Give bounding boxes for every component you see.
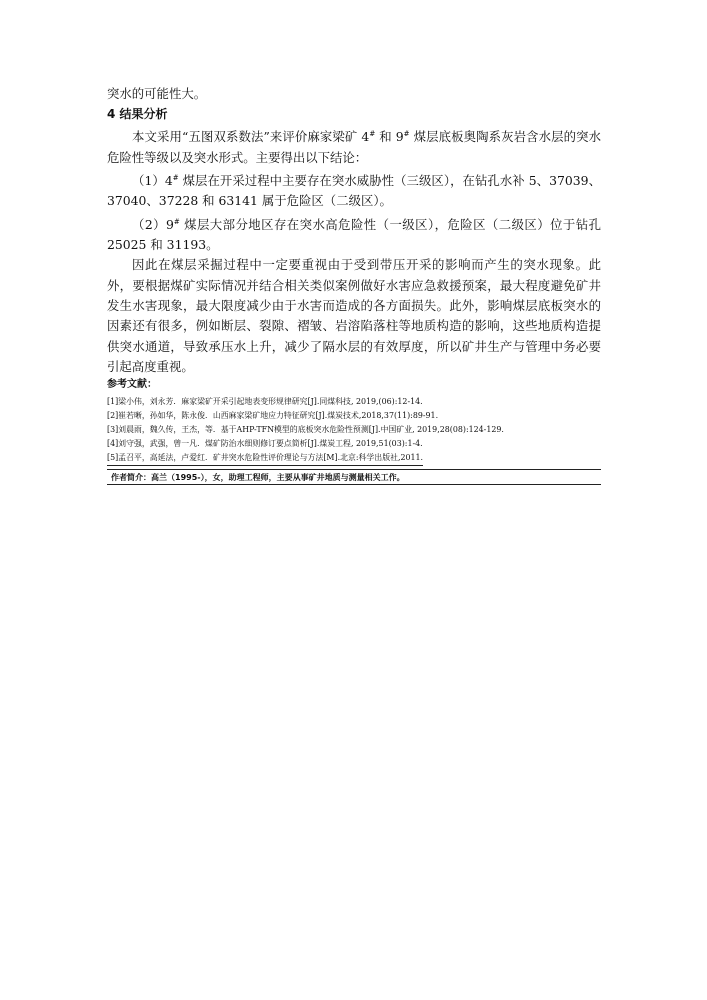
section-heading: 4 结果分析 bbox=[107, 107, 168, 122]
text-span: 煤层大部分地区存在突水高危险性（一级区），危险区（二级区）位于钻孔 25025 和 31193。 bbox=[107, 216, 601, 253]
paragraph-discussion: 因此在煤层采掘过程中一定要重视由于受到带压开采的影响而产生的突水现象。此外，要根据煤矿实际情况并结合相关类似案例做好水害应急救援预案，最大程度避免矿井发生水害现象，最大限度减少由于水害而造成的各方面损失。此外，影响煤层底板突水的因素还有很多，例如断层、裂隙、褶皱、岩溶陷落柱等地质构造的影响，这些地质构造提供突水通道，导致承压水上升，减少了隔水层的有效厚度，所以矿井生产与管理中务必要引起高度重视。 bbox=[107, 257, 601, 374]
reference-item-text: [5]孟召平，高延法，卢爱红．矿井突水危险性评价理论与方法[M].北京:科学出版社,2011. bbox=[107, 452, 423, 466]
text-span: 本文采用“五图双系数法”来评价麻家梁矿 4 bbox=[132, 129, 370, 145]
paragraph-method bbox=[107, 124, 601, 168]
superscript: # bbox=[369, 130, 376, 139]
paper-body bbox=[107, 84, 601, 485]
superscript: # bbox=[172, 174, 179, 183]
reference-item: [4]刘守强，武强，曾一凡．煤矿防治水细则修订要点简析[J].煤炭工程, 2019,51(03):1-4. bbox=[107, 439, 423, 449]
text-span: （2）9 bbox=[132, 216, 174, 232]
reference-item: [2]崔若晰，孙如华，陈永俊．山西麻家梁矿地应力特征研究[J].煤炭技术,2018,37(11):89-91. bbox=[107, 411, 439, 421]
text-span: 煤层在开采过程中主要存在突水威胁性（三级区），在钻孔水补 5、37039、37040、37228 和 63141 属于危险区（二级区）。 bbox=[107, 173, 601, 209]
author-bio: 作者简介：高兰（1995-），女，助理工程师，主要从事矿井地质与测量相关工作。 bbox=[107, 469, 601, 485]
reference-item: [3]刘晨雨，魏久传，王杰，等．基于AHP-TFN模型的底板突水危险性预测[J].中国矿业, 2019,28(08):124-129. bbox=[107, 425, 504, 435]
reference-item: [1]梁小伟，刘永芳．麻家梁矿开采引起地表变形规律研究[J].同煤科技, 2019,(06):12-14. bbox=[107, 397, 423, 407]
text-span: 煤层底板奥陶系灰岩含水层的突水危险性等级以及突水形式。主要得出以下结论： bbox=[107, 129, 601, 165]
reference-item bbox=[107, 451, 601, 466]
text-span: 和 9 bbox=[375, 129, 404, 145]
text-span: （1）4 bbox=[132, 173, 173, 189]
paragraph-continuation: 突水的可能性大。 bbox=[107, 86, 207, 101]
references-list bbox=[107, 395, 601, 466]
references-heading: 参考文献： bbox=[107, 379, 157, 391]
paragraph-conclusion-1 bbox=[107, 168, 601, 212]
superscript: # bbox=[403, 130, 410, 139]
paragraph-conclusion-2 bbox=[107, 212, 601, 256]
superscript: # bbox=[173, 217, 180, 226]
